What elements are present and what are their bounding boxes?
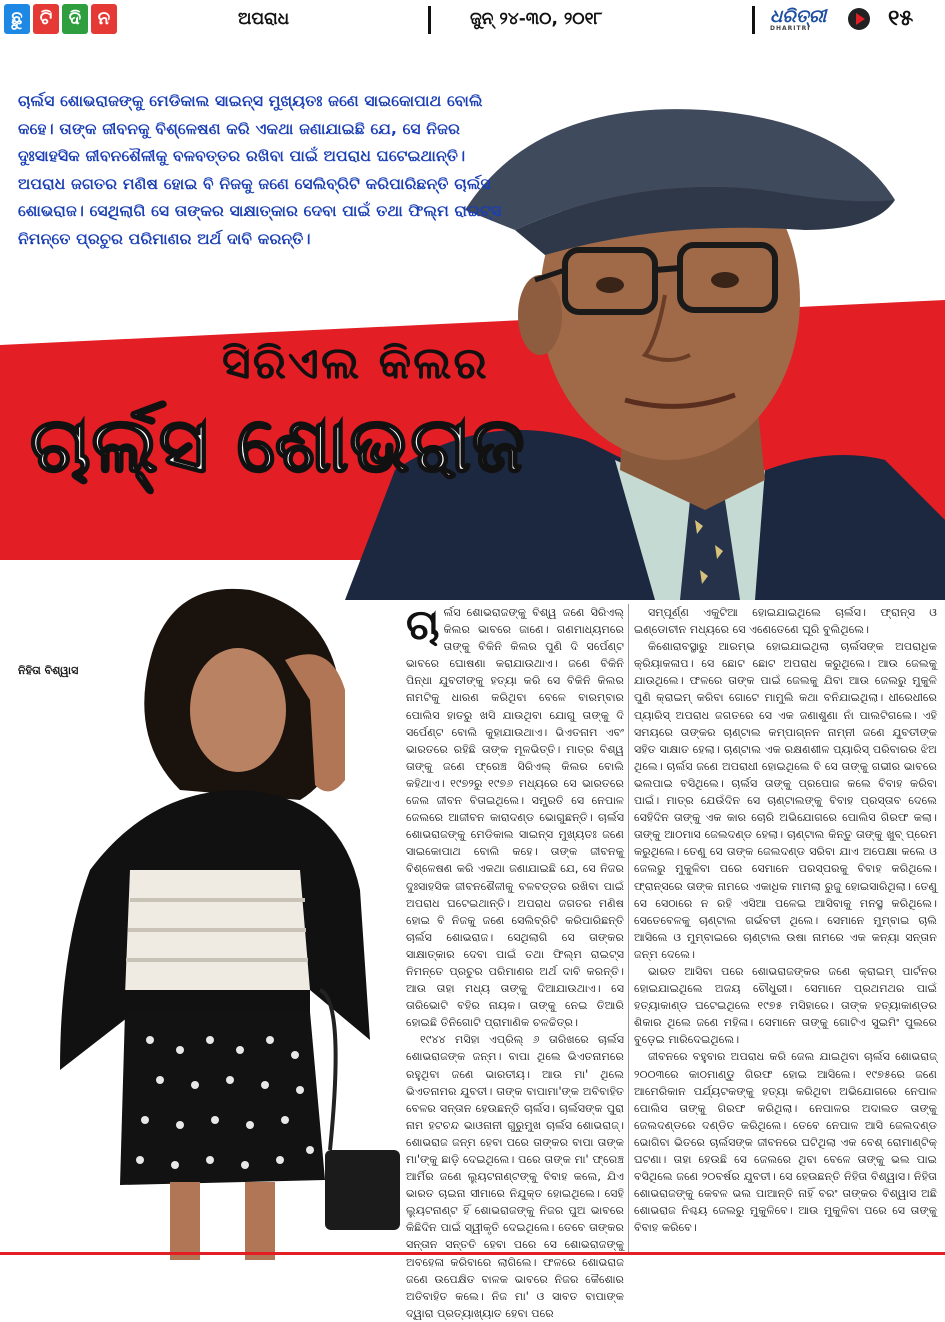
brand-logo [4,4,117,34]
column-divider [628,604,629,1254]
brand-letter: ଟି [33,4,59,34]
logo-subtext: DHARITRI [770,25,811,32]
article-paragraph: ସମ୍ପୂର୍ଣ୍ଣ ଏକୁଟିଆ ହୋଇଯାଇଥିଲେ ଚାର୍ଲସ। ଫ୍ରାନ୍ସ ଓ ଇଣ୍ଡୋଚୀନ ମଧ୍ୟରେ ସେ ଏଣେତେଣେ ଘୂରି ବୁଲିଥିଲେ। [634,606,937,637]
brand-letter: ନ [91,4,117,34]
article-paragraph: ର୍ଲସ ଶୋଭରାଜଙ୍କୁ ବିଶ୍ୱ ଜଣେ ସିରିଏଲ୍ କିଲର ଭାବରେ ଜାଣେ। ଗଣମାଧ୍ୟମରେ ତାଙ୍କୁ ବିକିନି କିଲର ପୁଣି ଦି ସର୍ପେଣ୍ଟ ଭାବରେ ଘୋଷଣା କରାଯାଉଥାଏ। ଜଣେ ବିକିନି ପିନ୍ଧା ଯୁବତୀଙ୍କୁ ହତ୍ୟା କରି ସେ ବିକିନି କିଲର ନାମଟିକୁ ଧାରଣ କରିଥିବା ବେଳେ ବାରମ୍ବାର ପୋଲିସ ହାତରୁ ଖସି ଯାଉଥିବା ଯୋଗୁ ତାଙ୍କୁ ଦି ସର୍ପେଣ୍ଟ ବୋଲି କୁହାଯାଉଥାଏ। ଭିଏତନାମ ଏବଂ ଭାରତରେ ରହିଛି ତାଙ୍କ ମୂଳଭିତ୍ତି। ମାତ୍ର ବିଶ୍ୱ ତାଙ୍କୁ ଜଣେ ଫ୍ରେଞ୍ଚ ସିରିଏଲ୍ କିଲର ବୋଲି କହିଥାଏ। ୧୯୭୨ରୁ ୧୯୭୬ ମଧ୍ୟରେ ସେ ଭାରତରେ ଜେଲ ଜୀବନ ବିତାଇଥିଲେ। ସମ୍ପ୍ରତି ସେ ନେପାଳ ଜେଲରେ ଆଜୀବନ କାରାଦଣ୍ଡ ଭୋଗୁଛନ୍ତି। ଚାର୍ଲସ ଶୋଭରାଜଙ୍କୁ ମେଡିକାଲ ସାଇନ୍ସ ମୁଖ୍ୟତଃ ଜଣେ ସାଇକୋପାଥ ବୋଲି କହେ। ତାଙ୍କ ଜୀବନକୁ ବିଶ୍ଳେଷଣ କରି ଏକଥା ଜଣାଯାଇଛି ଯେ, ସେ ନିଜର ଦୁଃସାହସିକ ଜୀବନଶୈଳୀକୁ ବଳବତ୍ତର ରଖିବା ପାଇଁ ଅପରାଧ ଘଟେଇଥାନ୍ତି। ଅପରାଧ ଜଗତର ମଣିଷ ହୋଇ ବି ନିଜକୁ ଜଣେ ସେଲିବ୍ରିଟି କରିପାରିଛନ୍ତି ଚାର୍ଲସ ଶୋଭରାଜ। ସେଥିଲାଗି ସେ ତାଙ୍କର ସାକ୍ଷାତ୍କାର ଦେବା ପାଇଁ ତଥା ଫିଲ୍ମ ରାଇଟ୍ସ ନିମନ୍ତେ ପ୍ରଚୁର ପରିମାଣର ଅର୍ଥ ଦାବି କରନ୍ତି। ଆଉ ତାହା ମଧ୍ୟ ତାଙ୍କୁ ଦିଆଯାଉଥାଏ। ସେ ତାରିଭୋଟି ବହିର ନାୟକ। ତାଙ୍କୁ ନେଇ ତିଆରି ହୋଇଛି ତିନିଗୋଟି ପ୍ରାମାଣିକ ଚଳଚ୍ଚିତ୍ର। [406,606,624,1030]
brand-letter: ଛୁ [4,4,30,34]
article-column-1 [406,600,624,1322]
drop-cap: ଚା [406,600,440,649]
section-label: ଅପରାଧ [238,9,290,29]
page-header [0,0,945,40]
publication-logo [770,6,826,32]
header-divider [428,6,431,34]
headline-kicker: ସିରିଏଲ କିଲର [222,338,489,389]
article-paragraph: ଜୀବନରେ ବହୁବାର ଅପରାଧ କରି ଜେଲ ଯାଇଥିବା ଚାର୍ଲସ ଶୋଭରାଜ୍ ୨୦୦୩ରେ କାଠମାଣ୍ଡୁ ଗିରଫ ହୋଇ ଆସିଲେ। ୧୯୭୫ରେ ଜଣେ ଆମେରିକାନ ପର୍ଯ୍ୟଟକଙ୍କୁ ହତ୍ୟା କରିଥିବା ଅଭିଯୋଗରେ ନେପାଳ ପୋଲିସ ତାଙ୍କୁ ଗିରଫ କରିଥିଲା। ନେପାଳର ଅଦାଲତ ତାଙ୍କୁ ଜେଲଦଣ୍ଡରେ ଦଣ୍ଡିତ କରିଥିଲେ। ତେବେ ନେପାଳ ଆସି ଜେଲଦଣ୍ଡ ଭୋଗିବା ଭିତରେ ଚାର୍ଲସଙ୍କ ଜୀବନରେ ଘଟିଥିଲା ଏକ ବେଶ୍ ରୋମାଣ୍ଟିକ୍ ଘଟଣା। ତାହା ହେଉଛି ସେ ଜେଲରେ ଥିବା ବେଳେ ତାଙ୍କୁ ଭଲ ପାଇ ବସିଥିଲେ ଜଣେ ୨୦ବର୍ଷର ଯୁବତୀ। ସେ ହେଉଛନ୍ତି ନିହିତା ବିଶ୍ୱାସ। ନିହିତା ଶୋଭରାଜଙ୍କୁ କେବଳ ଭଲ ପାଆନ୍ତି ନାହିଁ ବରଂ ତାଙ୍କର ବିଶ୍ୱାସ ଅଛି ଶୋଭରାଜ ନିଶ୍ଚୟ ଜେଲରୁ ମୁକୁଳିବେ। ଆଉ ମୁକୁଳିବା ପରେ ସେ ତାଙ୍କୁ ବିବାହ କରିବେ। [634,1050,937,1235]
article-paragraph: ଭାରତ ଆସିବା ପରେ ଶୋଭରାଜଙ୍କର ଜଣେ କ୍ରାଇମ୍ ପାର୍ଟନର ହୋଇଯାଇଥିଲେ ଅଜୟ ଚୌଧୁରୀ। ସେମାନେ ପ୍ରଥମଥର ପାଇଁ ହତ୍ୟାକାଣ୍ଡ ଘଟେଇଥିଲେ ୧୯୭୫ ମସିହାରେ। ତାଙ୍କ ହତ୍ୟାକାଣ୍ଡର ଶିକାର ଥିଲେ ଜଣେ ମହିଳା। ସେମାନେ ତାଙ୍କୁ ଗୋଟିଏ ସୁଇମିଂ ପୁଲରେ ବୁଡ଼େଇ ମାରିଦେଇଥିଲେ। [634,964,937,1047]
headline-main: ଚାର୍ଲ୍ସ ଶୋଭରାଜ [30,400,526,489]
issue-date: ଜୁନ୍ ୨୪-୩୦, ୨୦୧୮ [470,9,603,29]
footer-rule [0,1252,945,1255]
logo-text: ଧରିତ୍ରୀ [770,6,827,27]
intro-text: ଚାର୍ଲସ ଶୋଭରାଜଙ୍କୁ ମେଡିକାଲ ସାଇନ୍ସ ମୁଖ୍ୟତଃ ଜଣେ ସାଇକୋପାଥ ବୋଲି କହେ। ତାଙ୍କ ଜୀବନକୁ ବିଶ୍ଳେଷଣ କରି ଏକଥା ଜଣାଯାଇଛି ଯେ, ସେ ନିଜର ଦୁଃସାହସିକ ଜୀବନଶୈଳୀକୁ ବଳବତ୍ତର ରଖିବା ପାଇଁ ଅପରାଧ ଘଟେଇଥାନ୍ତି। ଅପରାଧ ଜଗତର ମଣିଷ ହୋଇ ବି ନିଜକୁ ଜଣେ ସେଲିବ୍ରିଟି କରିପାରିଛନ୍ତି ଚାର୍ଲସ ଶୋଭରାଜ। ସେଥିଲାଗି ସେ ତାଙ୍କର ସାକ୍ଷାତ୍କାର ଦେବା ପାଇଁ ତଥା ଫିଲ୍ମ ରାଇଟ୍ସ ନିମନ୍ତେ ପ୍ରଚୁର ପରିମାଣର ଅର୍ଥ ଦାବି କରନ୍ତି। [18,92,502,248]
article-paragraph: କିଶୋରାବସ୍ଥାରୁ ଆରମ୍ଭ ହୋଇଯାଇଥିଲା ଚାର୍ଲସଙ୍କ ଅପରାଧିକ କ୍ରିୟାକଳାପ। ସେ ଛୋଟ ଛୋଟ ଅପରାଧ କରୁଥିଲେ। ଆଉ ଜେଲକୁ ଯାଉଥିଲେ। ଫଳରେ ତାଙ୍କ ପାଇଁ ଜେଲକୁ ଯିବା ଆଉ ଜେଲରୁ ମୁକୁଳି ପୁଣି କ୍ରାଇମ୍ କରିବା ଗୋଟେ ମାମୁଲି କଥା ବନିଯାଇଥିଲା। ଧୀରେଧୀରେ ପ୍ୟାରିସ୍ ଅପରାଧ ଜଗତରେ ସେ ଏକ ଜଣାଶୁଣା ନାଁ ପାଲଟିଗଲେ। ଏହି ସମୟରେ ତାଙ୍କର ଚାଣ୍ଟାଲ କମ୍ପାଗ୍ନନ ନାମ୍ନୀ ଜଣେ ଯୁବତୀଙ୍କ ସହିତ ସାକ୍ଷାତ ହେଲା। ଚାଣ୍ଟାଲ ଏକ ରକ୍ଷଣଶୀଳ ପ୍ୟାରିସ୍ ପରିବାରର ଝିଅ ଥିଲେ। ଚାର୍ଲସ ଜଣେ ଅପରାଧୀ ହୋଇଥିଲେ ବି ସେ ତାଙ୍କୁ ଗଭୀର ଭାବରେ ଭଲପାଇ ବସିଥିଲେ। ଚାର୍ଲସ ତାଙ୍କୁ ପ୍ରପୋଜ କଲେ ବିବାହ କରିବା ପାଇଁ। ମାତ୍ର ଯେଉଁଦିନ ସେ ଚାଣ୍ଟାଲଙ୍କୁ ବିବାହ ପ୍ରସ୍ତାବ ଦେଲେ ସେହିଦିନ ତାଙ୍କୁ ଏକ କାର ଚୋରି ଅଭିଯୋଗରେ ପୋଲିସ ଗିରଫ କଲା। ତାଙ୍କୁ ଆଠମାସ ଜେଲଦଣ୍ଡ ହେଲା। ଚାଣ୍ଟାଲ କିନ୍ତୁ ତାଙ୍କୁ ଖୁବ୍ ପ୍ରେମ କରୁଥିଲେ। ତେଣୁ ସେ ତାଙ୍କ ଜେଲଦଣ୍ଡ ସରିବା ଯାଏ ଅପେକ୍ଷା କଲେ ଓ ଜେଲରୁ ମୁକୁଳିବା ପରେ ସେମାନେ ପରସ୍ପରକୁ ବିବାହ କରିଥିଲେ। ଫ୍ରାନ୍ସରେ ତାଙ୍କ ନାମରେ ଏକାଧିକ ମାମଲା ରୁଜୁ ହୋଇସାରିଥିଲା। ତେଣୁ ସେ ସେଠାରେ ନ ରହି ଏସିଆ ପଳେଇ ଆସିବାକୁ ମନସ୍ଥ କରିଥିଲେ। ସେତେବେଳକୁ ଚାଣ୍ଟାଲ ଗର୍ଭବତୀ ଥିଲେ। ସେମାନେ ମୁମ୍ବାଇ ଚାଲି ଆସିଲେ ଓ ମୁମ୍ବାଇରେ ଚାଣ୍ଟାଲ ଉଷା ନାମରେ ଏକ କନ୍ୟା ସନ୍ତାନ ଜନ୍ମ ଦେଲେ। [634,640,937,961]
header-divider [752,6,755,34]
article-column-2 [634,604,937,1236]
photo-caption: ନିହିତା ବିଶ୍ୱାସ [18,664,79,677]
play-icon [848,8,870,30]
brand-letter: ଦି [62,4,88,34]
article-paragraph: ୧୯୪୪ ମସିହା ଏପ୍ରିଲ୍ ୬ ତାରିଖରେ ଚାର୍ଲସ ଶୋଭରାଜଙ୍କ ଜନ୍ମ। ବାପା ଥିଲେ ଭିଏତନାମରେ ରହୁଥିବା ଜଣେ ଭାରତୀୟ। ଆଉ ମା' ଥିଲେ ଭିଏତନାମର ଯୁବତୀ। ତାଙ୍କ ବାପାମା'ଙ୍କ ଅବିବାହିତ ବେଳର ସନ୍ତାନ ହେଉଛନ୍ତି ଚାର୍ଲସ। ଚାର୍ଲସଙ୍କ ପୁରା ନାମ ହଟଚନ୍ଦ ଭାଓନାନୀ ଗୁରୁମୁଖ ଚାର୍ଲସ ଶୋଭରାଜ୍। ଶୋଭରାଜ ଜନ୍ମ ହେବା ପରେ ତାଙ୍କର ବାପା ତାଙ୍କ ମା'ଙ୍କୁ ଛାଡ଼ି ଦେଇଥିଲେ। ପରେ ତାଙ୍କ ମା' ଫ୍ରେଞ୍ଚ ଆର୍ମିର ଜଣେ ଲ୍ୟୁଟନାଣ୍ଟଙ୍କୁ ବିବାହ କଲେ, ଯିଏ ଭାରତ ଚାଇନା ସୀମାରେ ନିଯୁକ୍ତ ହୋଇଥିଲେ। ସେହି ଲ୍ୟୁଟନାଣ୍ଟ ହିଁ ଶୋଭରାଜଙ୍କୁ ନିଜର ପୁଅ ଭାବରେ କିଛିଦିନ ପାଇଁ ସ୍ୱୀକୃତି ଦେଇଥିଲେ। ତେବେ ତାଙ୍କର ସନ୍ତାନ ସନ୍ତତି ହେବା ପରେ ସେ ଶୋଭରାଜଙ୍କୁ ଅବହେଳା କରିବାରେ ଲାଗିଲେ। ଫଳରେ ଶୋଭରାଜ ଜଣେ ଉପେକ୍ଷିତ ବାଳକ ଭାବରେ ନିଜର କୈଶୋର ଅତିବାହିତ କଲେ। ନିଜ ମା' ଓ ସାବତ ବାପାଙ୍କ ଦ୍ୱାରା ପ୍ରତ୍ୟାଖ୍ୟାତ ହେବା ପରେ [406,1033,624,1320]
page-number: ୧୫ [888,6,914,31]
